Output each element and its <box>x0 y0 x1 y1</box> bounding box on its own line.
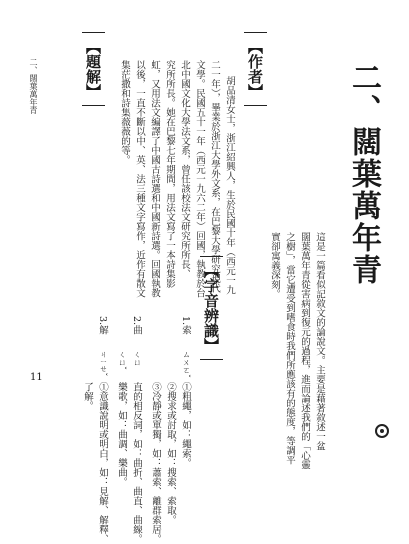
phonetic-sense: 樂歌，如：曲調、樂曲。 <box>116 382 127 487</box>
author-line: 胡品清女士，浙江紹興人，生於民國十年（西元一九 <box>224 76 235 295</box>
author-line: 虹，又用法文編譯了中國古詩選和中國新詩選。回國執教 <box>149 60 160 298</box>
page-number: 11 <box>30 372 43 383</box>
phonetic-sense: ②搜求或討取，如：搜索、索取。 <box>165 382 176 525</box>
author-line: 集茫撒和詩集薇薇的等。 <box>119 60 130 165</box>
phonetic-term: 1.索 <box>180 316 191 335</box>
phonetic-sense: ①粗繩，如：繩索。 <box>180 382 191 468</box>
intro-line: 實卻寓義深刻。 <box>269 232 280 299</box>
phonetic-sense: 了解。 <box>82 382 93 411</box>
phonetic-term: 3.解 <box>97 316 108 335</box>
phonetic-sense: ③冷靜或單獨，如：蕭索、離群索居。 <box>150 382 161 544</box>
running-head: 二、闊葉萬年青 <box>29 58 38 114</box>
author-line: 以後，一直不斷以中、英、法三種文字寫作，近作有散文 <box>134 60 145 298</box>
phonetic-reading: ㄐㄧㄝˇ <box>99 350 108 377</box>
phonetic-reading: ㄑㄩˇ <box>118 350 127 370</box>
phonetic-term: 2.曲 <box>131 316 142 335</box>
author-line: 文學。民國五十一年（西元一九六二年）回國，執教於台 <box>194 60 205 298</box>
phonetic-reading: ㄑㄩ <box>133 350 142 366</box>
author-line: 究所所長。她在巴黎七年期間，用法文寫了一本詩集影 <box>164 60 175 288</box>
author-line: 二一年），畢業於浙江大學外文系，在巴黎大學研究現代 <box>209 60 220 293</box>
author-line: 北中國文化大學法文系，曾任該校法文研究所所長、 <box>179 60 190 279</box>
bullseye-icon <box>375 424 389 438</box>
intro-line: 這是一篇看似記敘文的論說文。主要是藉著敘述一盆 <box>314 232 325 451</box>
phonetic-reading: ㄙㄨㄛˇ <box>182 350 191 378</box>
phonetic-sense: ①意識說明或明白，如：見解、解釋、 <box>97 382 108 544</box>
phonetics-heading: 【字音辨識】 <box>200 256 223 360</box>
intro-line: 之樹」，當它遭受到嗜食時我們所應該有的態度，等調平 <box>284 232 295 465</box>
exegesis-heading: 【題解】 <box>82 32 105 106</box>
chapter-title: 二、闊葉萬年青 <box>346 62 381 286</box>
intro-line: 闊葉萬年青從害病到復元的過程，進而論述我們的「心靈 <box>299 232 310 470</box>
phonetic-sense: 直的相反詞，如：曲折、曲直、曲線。 <box>131 382 142 544</box>
author-heading: 【作者】 <box>244 32 267 106</box>
